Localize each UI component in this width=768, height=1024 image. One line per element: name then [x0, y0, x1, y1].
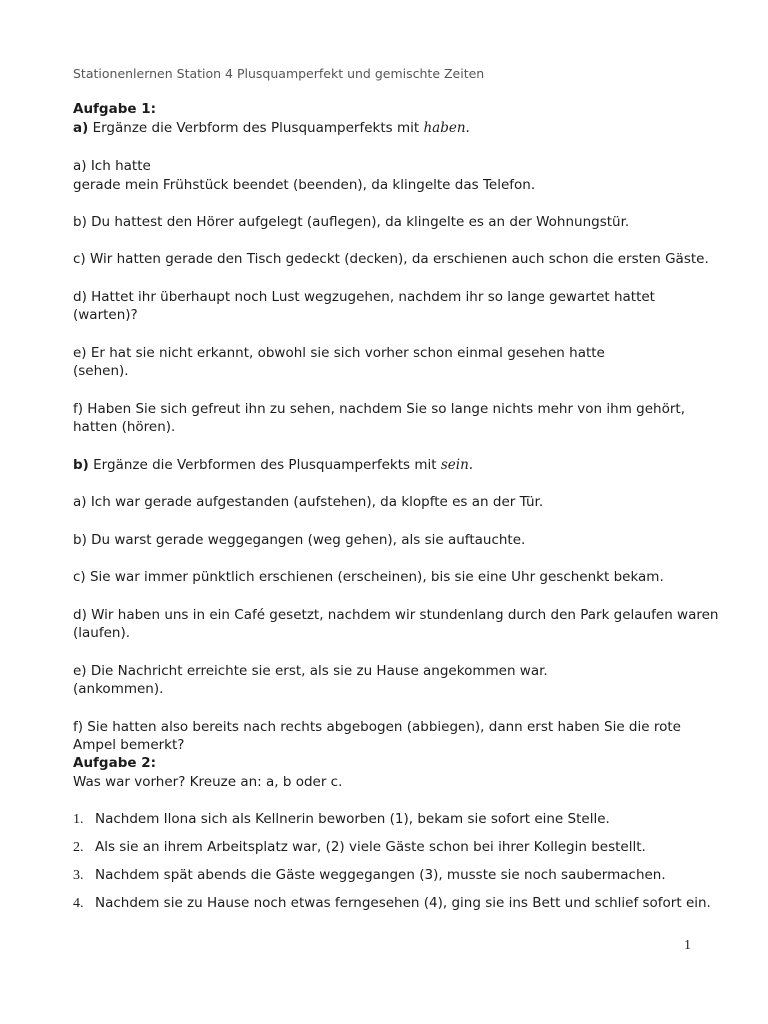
aufgabe1-b-label: b) — [73, 457, 89, 473]
a-item-f-line1: f) Haben Sie sich gefreut ihn zu sehen, nachdem Sie so lange nichts mehr von ihm gehört, — [73, 401, 685, 417]
a-item-d-line2: (warten)? — [73, 307, 138, 323]
aufgabe2-item-text: Nachdem sie zu Hause noch etwas ferngesehen (4), ging sie ins Bett und schlief sofort ein. — [95, 895, 711, 911]
aufgabe1-a-label: a) — [73, 120, 89, 136]
aufgabe2-item-number: 3. — [73, 868, 84, 883]
a-item-d-line1: d) Hattet ihr überhaupt noch Lust wegzugehen, nachdem ihr so lange gewartet hattet — [73, 289, 655, 305]
a-item-c: c) Wir hatten gerade den Tisch gedeckt (decken), da erschienen auch schon die ersten Gäste. — [73, 251, 709, 267]
b-item-f-line2: Ampel bemerkt? — [73, 737, 185, 753]
aufgabe2-item-text: Nachdem Ilona sich als Kellnerin beworben (1), bekam sie sofort eine Stelle. — [95, 811, 610, 827]
aufgabe2-item-text: Als sie an ihrem Arbeitsplatz war, (2) viele Gäste schon bei ihrer Kollegin bestellt. — [95, 839, 646, 855]
b-item-b: b) Du warst gerade weggegangen (weg gehen), als sie auftauchte. — [73, 532, 526, 548]
aufgabe1-b-instruction-text: Ergänze die Verbformen des Plusquamperfekts mit — [93, 457, 437, 473]
aufgabe2-item-number: 2. — [73, 840, 84, 855]
b-item-e-line2: (ankommen). — [73, 681, 164, 697]
aufgabe2-item-text: Nachdem spät abends die Gäste weggegangen (3), musste sie noch saubermachen. — [95, 867, 666, 883]
a-item-f-line2: hatten (hören). — [73, 419, 176, 435]
a-item-a-line2: gerade mein Frühstück beendet (beenden), da klingelte das Telefon. — [73, 177, 536, 193]
b-item-e-line1: e) Die Nachricht erreichte sie erst, als sie zu Hause angekommen war. — [73, 663, 548, 679]
aufgabe1-title: Aufgabe 1: — [73, 101, 157, 117]
aufgabe1-b-instruction — [73, 456, 473, 474]
aufgabe1-b-instruction-verb: sein. — [440, 457, 474, 473]
aufgabe2-item — [73, 866, 666, 885]
aufgabe1-a-instruction — [73, 119, 470, 137]
aufgabe2-instruction: Was war vorher? Kreuze an: a, b oder c. — [73, 774, 343, 790]
page-number: 1 — [684, 938, 691, 953]
a-item-e-line2: (sehen). — [73, 363, 129, 379]
aufgabe1-a-instruction-text: Ergänze die Verbform des Plusquamperfekts mit — [92, 120, 420, 136]
page-header: Stationenlernen Station 4 Plusquamperfekt und gemischte Zeiten — [73, 66, 485, 81]
aufgabe2-item — [73, 894, 711, 913]
aufgabe2-item-number: 4. — [73, 896, 84, 911]
a-item-b: b) Du hattest den Hörer aufgelegt (auflegen), da klingelte es an der Wohnungstür. — [73, 214, 630, 230]
a-item-e-line1: e) Er hat sie nicht erkannt, obwohl sie sich vorher schon einmal gesehen hatte — [73, 345, 605, 361]
a-item-a-line1: a) Ich hatte — [73, 158, 151, 174]
b-item-a: a) Ich war gerade aufgestanden (aufstehen), da klopfte es an der Tür. — [73, 494, 544, 510]
aufgabe1-a-instruction-verb: haben. — [423, 120, 470, 136]
b-item-d-line1: d) Wir haben uns in ein Café gesetzt, nachdem wir stundenlang durch den Park gelaufen waren — [73, 607, 719, 623]
aufgabe2-item — [73, 838, 646, 857]
aufgabe2-item — [73, 810, 610, 829]
b-item-f-line1: f) Sie hatten also bereits nach rechts abgebogen (abbiegen), dann erst haben Sie die rote — [73, 719, 681, 735]
aufgabe2-item-number: 1. — [73, 812, 84, 827]
b-item-d-line2: (laufen). — [73, 625, 131, 641]
aufgabe2-title: Aufgabe 2: — [73, 755, 157, 771]
b-item-c: c) Sie war immer pünktlich erschienen (erscheinen), bis sie eine Uhr geschenkt bekam. — [73, 569, 664, 585]
